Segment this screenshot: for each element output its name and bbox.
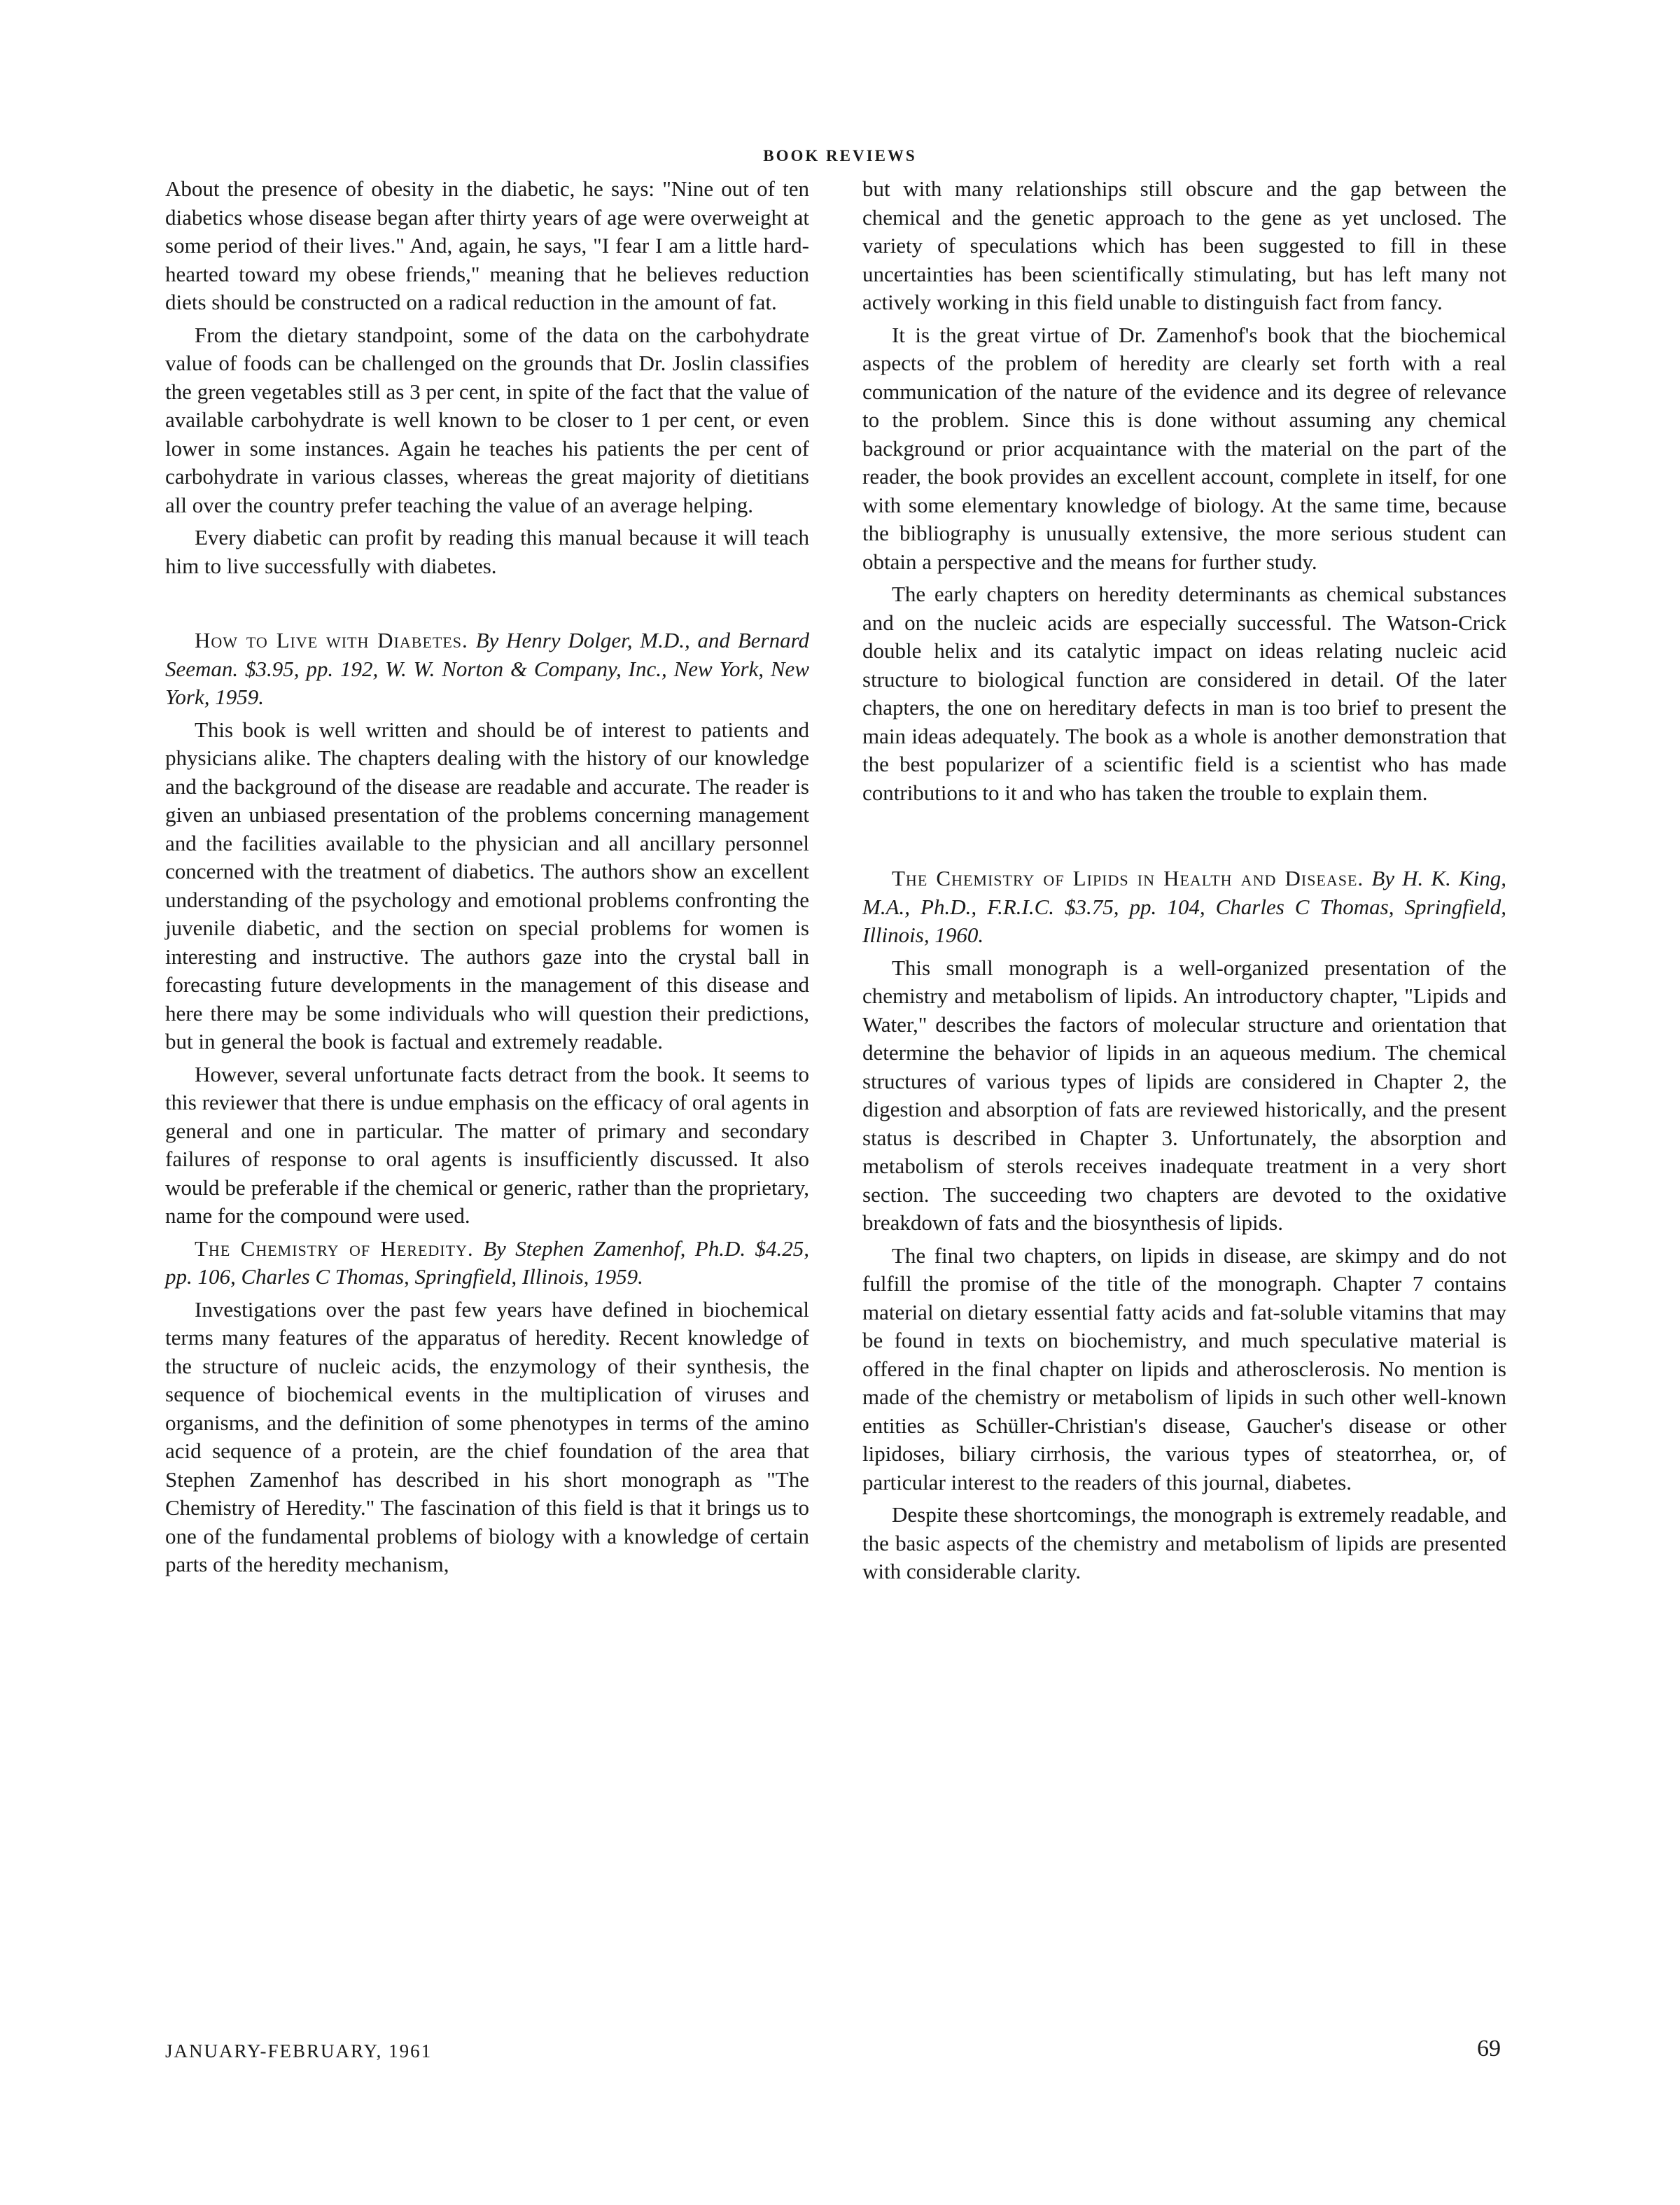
lipids-review-paragraph-2: The final two chapters, on lipids in disease, are skimpy and do not fulfill the promise of the title of the monograph. Chapter 7 contains material on dietary essential fatty acids and fat-soluble vitamins that may be found in texts on biochemistry, and much speculative material is offered in the final chapter on lipids and atherosclerosis. No mention is made of the chemistry or metabolism of lipids in such other well-known entities as Schüller-Christian's disease, Gaucher's disease or other lipidoses, biliary cirrhosis, the various types of steatorrhea, or, of particular interest to the readers of this journal, diabetes.	[862, 1242, 1506, 1494]
review-title-heredity: The Chemistry of Heredity.	[195, 1236, 474, 1261]
diabetes-review-paragraph-2: However, several unfortunate facts detract from the book. It seems to this reviewer that there is undue emphasis on the efficacy of oral agents in general and one in particular. The matter of primary and secondary failures of response to oral agents is insufficiently discussed. It also would be preferable if the chemical or generic, rather than the proprietary, name for the compound were used.	[165, 1061, 809, 1228]
review-heading-lipids	[862, 864, 1506, 950]
intro-paragraph-3: Every diabetic can profit by reading this manual because it will teach him to live successfully with diabetes.	[165, 525, 809, 578]
review-citation-heredity: By Stephen Zamenhof, Ph.D. $4.25, pp. 106, Charles C Thomas, Springfield, Illinois, 1959.	[165, 1236, 810, 1289]
heredity-review-paragraph-1: Investigations over the past few years have defined in biochemical terms many features of the apparatus of heredity. Recent knowledge of the structure of nucleic acids, the enzymology of their synthesis, the sequence of biochemical events in the multiplication of viruses and organisms, and the definition of some phenotypes in terms of the amino acid sequence of a protein, are the chief foundation of the area that Stephen Zamenhof has described in his short monograph as "The Chemistry of Heredity." The fascination of this field is that it brings us to one of the fundamental problems of biology with a knowledge of certain parts of the heredity mechanism,	[165, 1296, 809, 1576]
left-column	[165, 175, 809, 1579]
review-citation-lipids: By H. K. King, M.A., Ph.D., F.R.I.C. $3.75, pp. 104, Charles C Thomas, Springfield, Illinois, 1960.	[862, 866, 1507, 947]
intro-paragraph-2: From the dietary standpoint, some of the data on the carbohydrate value of foods can be challenged on the grounds that Dr. Joslin classifies the green vegetables still as 3 per cent, in spite of the fact that the value of available carbohydrate is well known to be closer to 1 per cent, or even lower in some instances. Again he teaches his patients the per cent of carbohydrate in various classes, whereas the great majority of dietitians all over the country prefer teaching the value of an average helping.	[165, 322, 809, 517]
right-column	[862, 175, 1506, 1586]
footer-page-number: 69	[1477, 2036, 1501, 2062]
heredity-continued-paragraph-1: but with many relationships still obscure and the gap between the chemical and the genetic approach to the gene as yet unclosed. The variety of speculations which has been suggested to fill in these uncertainties has been scientifically stimulating, but has left many not actively working in this field unable to distinguish fact from fancy.	[862, 176, 1506, 314]
review-heading-heredity	[165, 1235, 809, 1292]
running-head: BOOK REVIEWS	[763, 147, 917, 164]
footer-issue-date: JANUARY-FEBRUARY, 1961	[165, 2040, 433, 2062]
heredity-continued-paragraph-3: The early chapters on heredity determinants as chemical substances and on the nucleic acids are especially successful. The Watson-Crick double helix and its catalytic impact on ideas relating nucleic acid structure to biological function are considered in detail. Of the later chapters, the one on hereditary defects in man is too brief to present the main ideas adequately. The book as a whole is another demonstration that the best popularizer of a scientific field is a scientist who has made contributions to it and who has taken the trouble to explain them.	[862, 582, 1506, 805]
diabetes-review-paragraph-1: This book is well written and should be of interest to patients and physicians alike. The chapters dealing with the history of our knowledge and the background of the disease are readable and accurate. The reader is given an unbiased presentation of the problems concerning management and the facilities available to the physician and all ancillary personnel concerned with the treatment of diabetics. The authors show an excellent understanding of the psychology and emotional problems confronting the juvenile diabetic, and the section on special problems for women is interesting and instructive. The authors gaze into the crystal ball in forecasting future developments in the management of this disease and here there may be some individuals who will question their predictions, but in general the book is factual and extremely readable.	[165, 717, 809, 1054]
heredity-continued-paragraph-2: It is the great virtue of Dr. Zamenhof's book that the biochemical aspects of the problem of heredity are clearly set forth with a real communication of the nature of the evidence and its degree of relevance to the problem. Since this is done without assuming any chemical background or prior acquaintance with the material on the part of the reader, the book provides an excellent account, complete in itself, for one with some elementary knowledge of biology. At the same time, because the bibliography is unusually extensive, the more serious student can obtain a perspective and the means for further study.	[862, 322, 1506, 574]
review-citation-diabetes: By Henry Dolger, M.D., and Bernard Seeman. $3.95, pp. 192, W. W. Norton & Company, Inc., New York, New York, 1959.	[165, 628, 809, 709]
lipids-review-paragraph-1: This small monograph is a well-organized presentation of the chemistry and metabolism of lipids. An introductory chapter, "Lipids and Water," describes the factors of molecular structure and orientation that determine the behavior of lipids in an aqueous medium. The chemical structures of various types of lipids are considered in Chapter 2, the digestion and absorption of fats are reviewed historically, and the present status is described in Chapter 3. Unfortunately, the absorption and metabolism of sterols receives inadequate treatment in a very short section. The succeeding two chapters are devoted to the oxidative breakdown of fats and the biosynthesis of lipids.	[862, 955, 1506, 1235]
lipids-review-paragraph-3: Despite these shortcomings, the monograph is extremely readable, and the basic aspects of the chemistry and metabolism of lipids are presented with considerable clarity.	[862, 1502, 1506, 1583]
review-title-diabetes: How to Live with Diabetes.	[195, 628, 468, 652]
intro-paragraph-1: About the presence of obesity in the diabetic, he says: "Nine out of ten diabetics whose disease began after thirty years of age were overweight at some period of their lives." And, again, he says, "I fear I am a little hard-hearted toward my obese friends," meaning that he believes reduction diets should be constructed on a radical reduction in the amount of fat.	[165, 176, 809, 314]
review-title-lipids: The Chemistry of Lipids in Health and Disease.	[892, 866, 1364, 890]
review-heading-diabetes	[165, 626, 809, 712]
